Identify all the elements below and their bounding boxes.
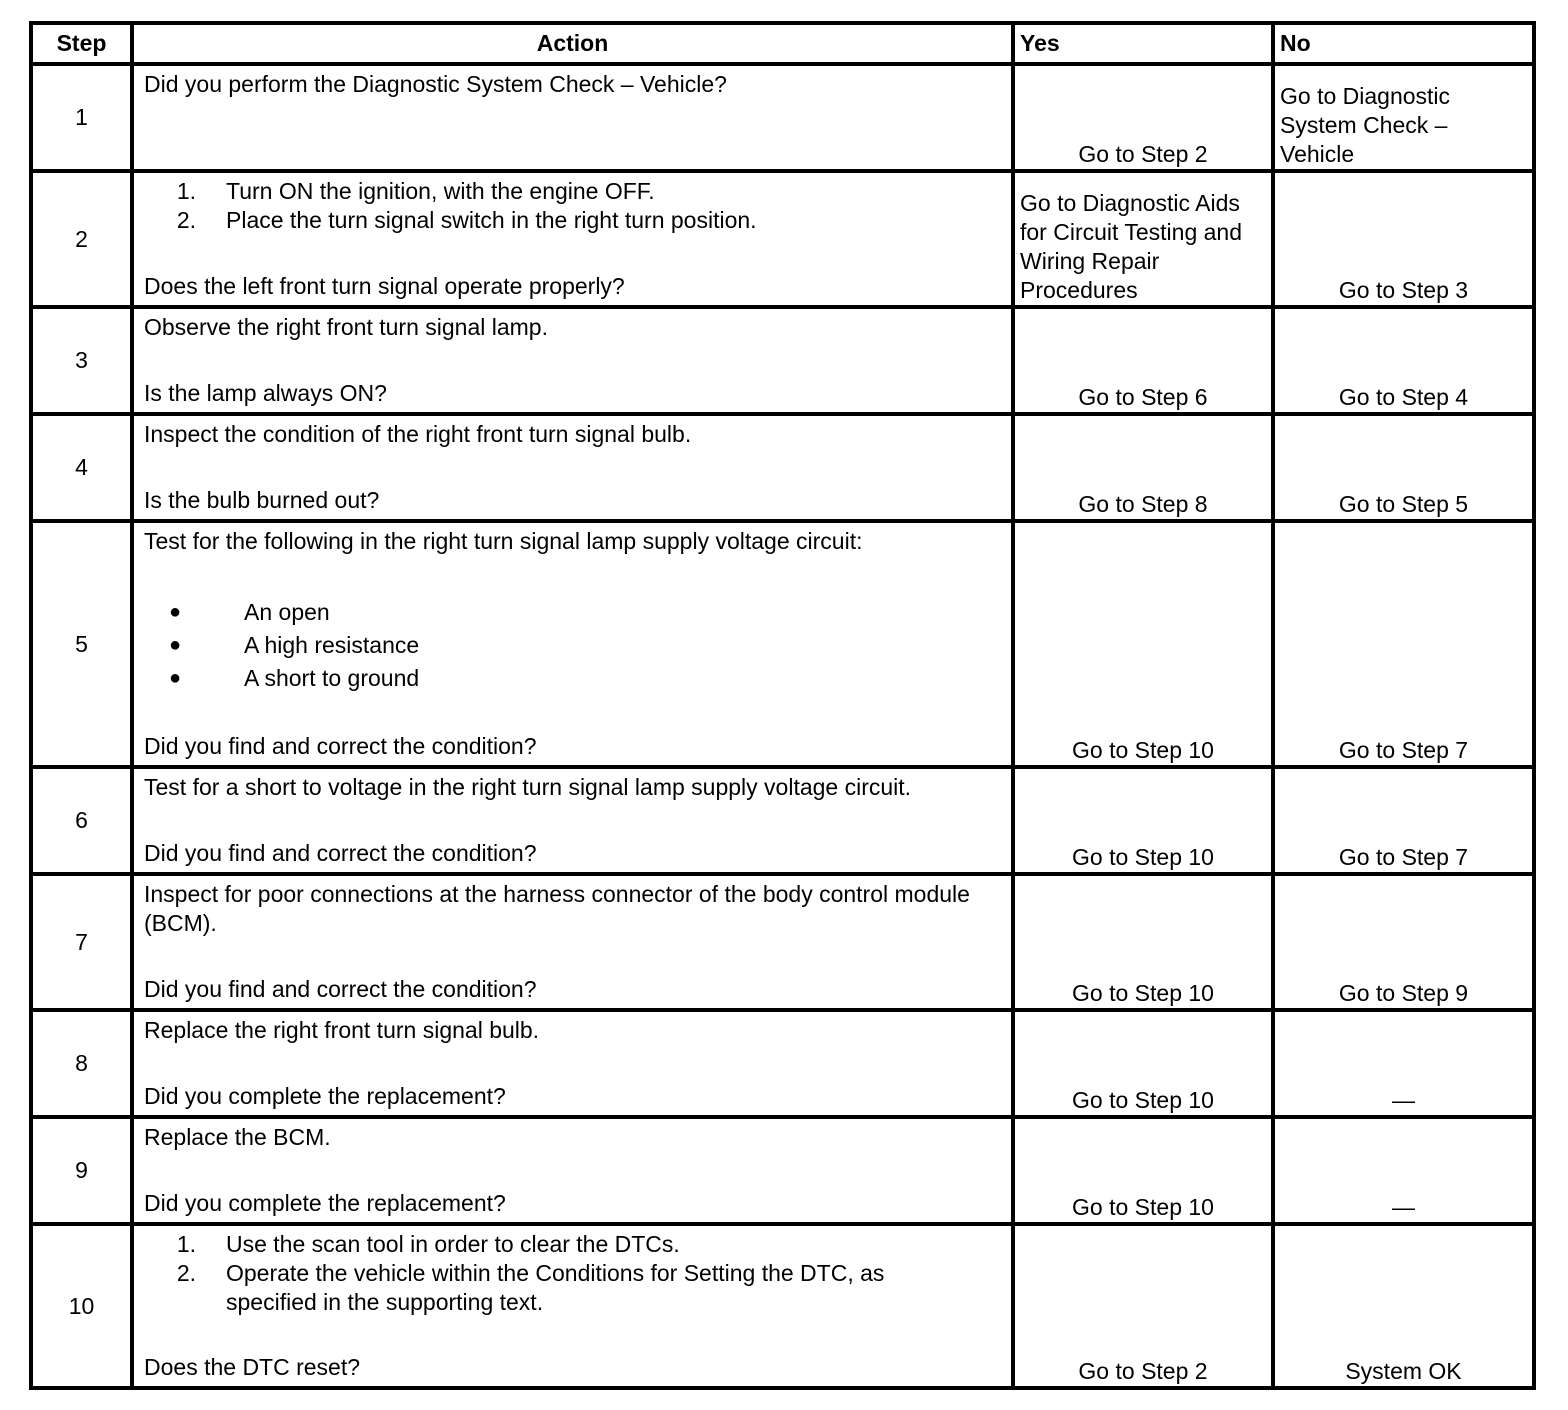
yes-cell: Go to Step 10 [1013,1010,1273,1117]
no-cell: Go to Step 3 [1273,171,1534,307]
table-row [31,874,1534,1010]
no-cell: Go to Step 9 [1273,874,1534,1010]
step-number: 10 [31,1224,132,1388]
list-item: ● An open [144,598,1001,627]
no-cell: Go to Step 7 [1273,767,1534,874]
yes-cell: Go to Step 10 [1013,1117,1273,1224]
action-cell [132,874,1013,1010]
action-text: Replace the right front turn signal bulb. [144,1017,540,1043]
action-text: Test for the following in the right turn signal lamp supply voltage circuit: [144,528,863,554]
numbered-list [144,1230,1001,1317]
action-cell [132,1117,1013,1224]
question-text: Is the lamp always ON? [144,380,387,406]
action-cell [132,767,1013,874]
step-number: 6 [31,767,132,874]
action-text: Inspect the condition of the right front turn signal bulb. [144,421,692,447]
header-no: No [1273,23,1534,64]
yes-cell: Go to Step 10 [1013,521,1273,767]
action-cell [132,64,1013,171]
list-item: 2. Place the turn signal switch in the right turn position. [176,207,757,233]
question-text: Did you complete the replacement? [144,1083,506,1109]
yes-cell: Go to Step 8 [1013,414,1273,521]
step-number: 4 [31,414,132,521]
table-row [31,171,1534,307]
step-number: 1 [31,64,132,171]
no-cell: — [1273,1117,1534,1224]
bullet-icon: ● [168,601,182,623]
table-row [31,521,1534,767]
action-text: Replace the BCM. [144,1124,331,1150]
numbered-list [144,177,1001,235]
bullet-icon: ● [168,634,182,656]
action-text: Did you perform the Diagnostic System Check – Vehicle? [144,71,727,97]
list-item: 2. Operate the vehicle within the Conditions for Setting the DTC, as specified in the supporting text. [176,1260,885,1315]
table-row [31,767,1534,874]
action-cell [132,171,1013,307]
action-text: Inspect for poor connections at the harness connector of the body control module (BCM). [144,881,970,936]
table-row [31,1224,1534,1388]
table-row [31,414,1534,521]
step-number: 3 [31,307,132,414]
yes-cell: Go to Step 6 [1013,307,1273,414]
list-item: ● A high resistance [144,631,1001,660]
header-action: Action [132,23,1013,64]
step-number: 7 [31,874,132,1010]
question-text: Is the bulb burned out? [144,487,380,513]
header-yes: Yes [1013,23,1273,64]
no-cell: Go to Step 4 [1273,307,1534,414]
bullet-icon: ● [168,667,182,689]
list-item: 1. Use the scan tool in order to clear the DTCs. [176,1231,680,1257]
action-text: Observe the right front turn signal lamp. [144,314,548,340]
step-number: 8 [31,1010,132,1117]
table-row [31,1117,1534,1224]
step-number: 2 [31,171,132,307]
question-text: Does the DTC reset? [144,1354,361,1380]
list-item: 1. Turn ON the ignition, with the engine OFF. [176,178,655,204]
question-text: Did you find and correct the condition? [144,733,537,759]
no-cell: Go to Step 5 [1273,414,1534,521]
yes-cell: Go to Diagnostic Aids for Circuit Testing and Wiring Repair Procedures [1013,171,1273,307]
yes-cell: Go to Step 2 [1013,1224,1273,1388]
yes-cell: Go to Step 2 [1013,64,1273,171]
table-row [31,307,1534,414]
header-step: Step [31,23,132,64]
bullet-list [144,598,1001,693]
no-cell: Go to Diagnostic System Check – Vehicle [1273,64,1534,171]
action-cell [132,414,1013,521]
no-cell: Go to Step 7 [1273,521,1534,767]
yes-cell: Go to Step 10 [1013,767,1273,874]
diagnostic-table [29,21,1536,1390]
question-text: Did you complete the replacement? [144,1190,506,1216]
table-row [31,64,1534,171]
no-cell: System OK [1273,1224,1534,1388]
step-number: 9 [31,1117,132,1224]
list-item: ● A short to ground [144,664,1001,693]
yes-cell: Go to Step 10 [1013,874,1273,1010]
action-cell [132,1224,1013,1388]
header-row [31,23,1534,64]
step-number: 5 [31,521,132,767]
action-cell [132,1010,1013,1117]
action-text: Test for a short to voltage in the right turn signal lamp supply voltage circuit. [144,774,912,800]
question-text: Did you find and correct the condition? [144,840,537,866]
question-text: Did you find and correct the condition? [144,976,537,1002]
action-cell [132,521,1013,767]
question-text: Does the left front turn signal operate properly? [144,273,625,299]
no-cell: — [1273,1010,1534,1117]
table-row [31,1010,1534,1117]
action-cell [132,307,1013,414]
